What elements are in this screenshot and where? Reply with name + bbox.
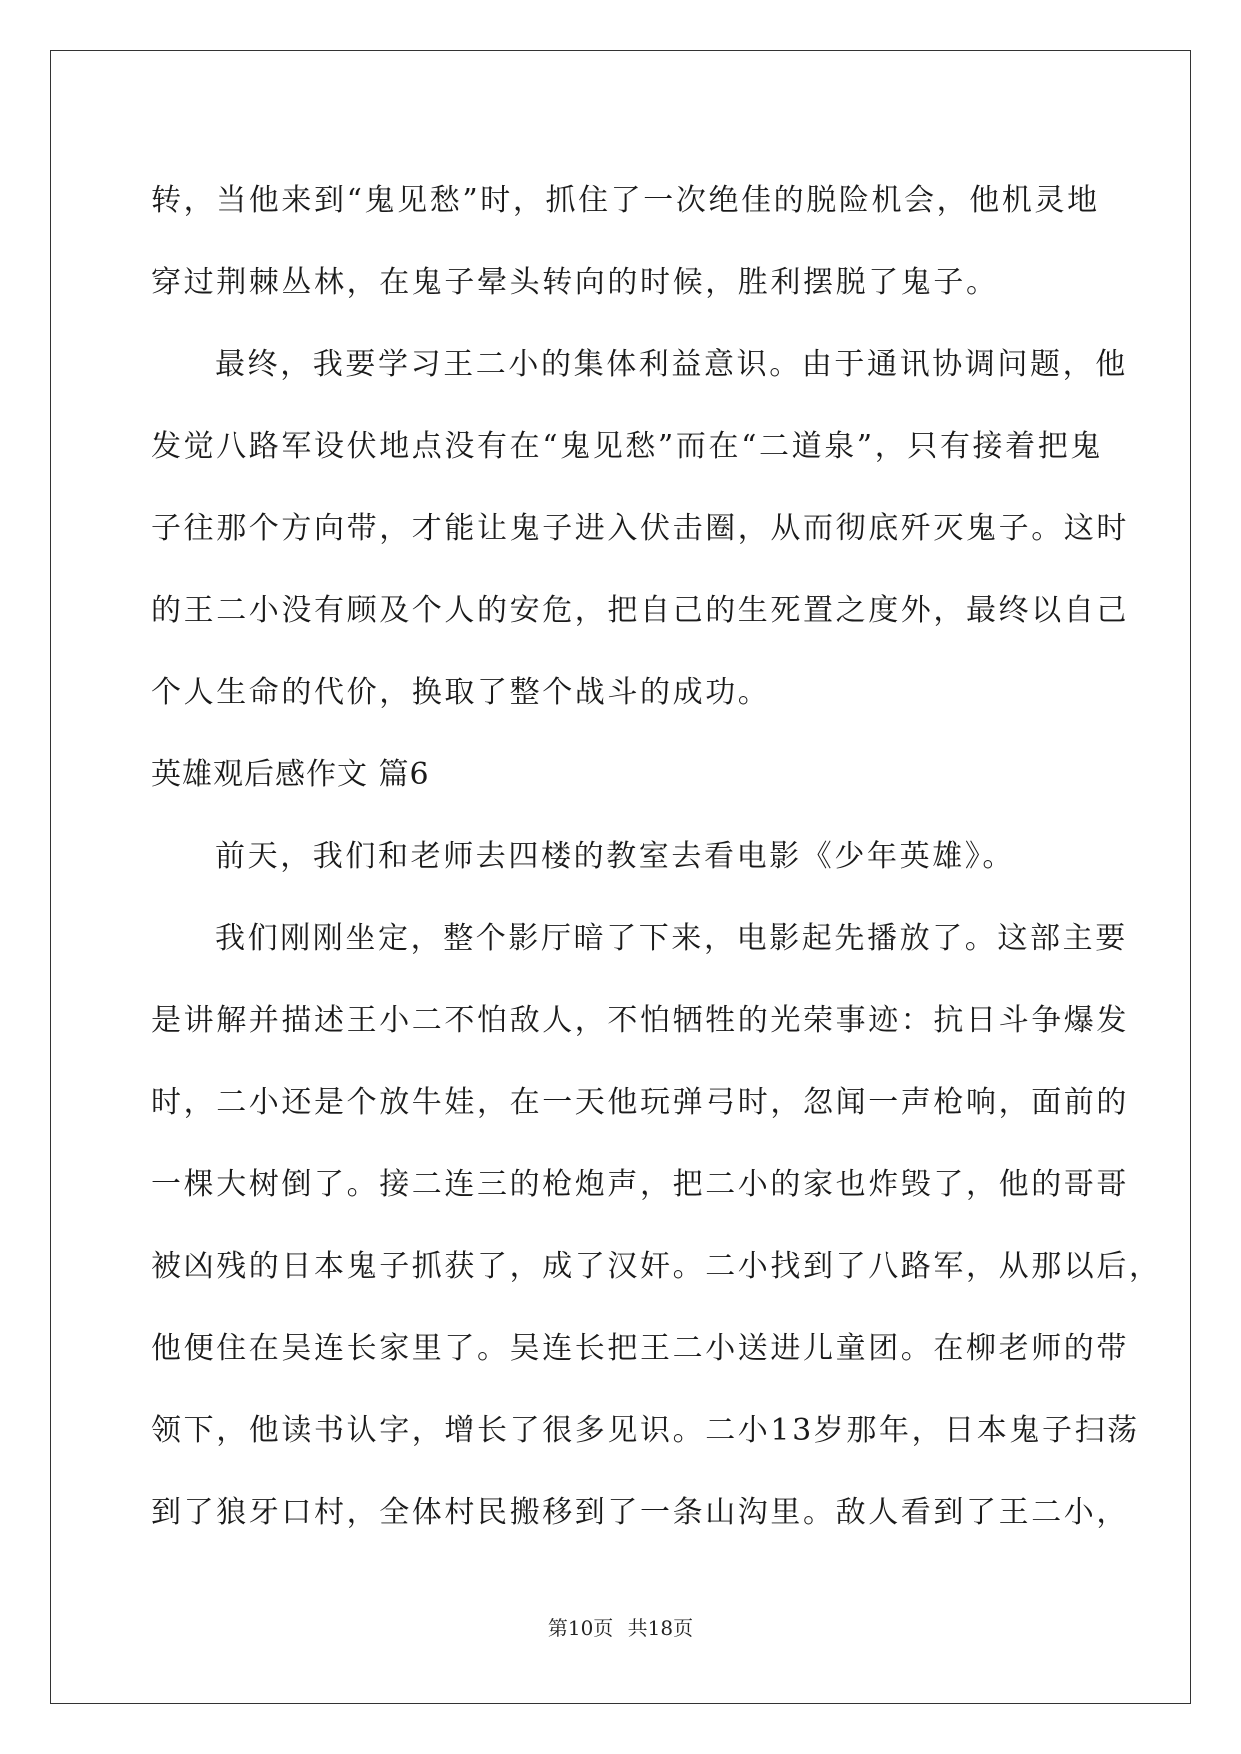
section-heading: 英雄观后感作文 篇6 <box>151 757 430 792</box>
paragraph-start: 我们刚刚坐定，整个影厅暗了下来，电影起先播放了。这部主要 <box>215 921 1128 956</box>
text-line: 穿过荆棘丛林，在鬼子晕头转向的时候，胜利摆脱了鬼子。 <box>151 265 999 300</box>
text-line: 个人生命的代价，换取了整个战斗的成功。 <box>151 675 771 710</box>
paragraph-start: 最终，我要学习王二小的集体利益意识。由于通讯协调问题，他 <box>215 347 1128 382</box>
text-line: 领下，他读书认字，增长了很多见识。二小13岁那年，日本鬼子扫荡 <box>151 1413 1140 1448</box>
text-line: 被凶残的日本鬼子抓获了，成了汉奸。二小找到了八路军，从那以后， <box>151 1249 1162 1284</box>
text-line: 是讲解并描述王小二不怕敌人，不怕牺牲的光荣事迹：抗日斗争爆发 <box>151 1003 1129 1038</box>
page-total: 共18页 <box>627 1616 694 1640</box>
text-line: 到了狼牙口村，全体村民搬移到了一条山沟里。敌人看到了王二小， <box>151 1495 1129 1530</box>
text-line: 转，当他来到“鬼见愁”时，抓住了一次绝佳的脱险机会，他机灵地 <box>151 183 1100 218</box>
document-body <box>151 160 1162 1554</box>
page-footer <box>0 1612 1241 1641</box>
text-line: 时，二小还是个放牛娃，在一天他玩弹弓时，忽闻一声枪响，面前的 <box>151 1085 1129 1120</box>
text-line: 一棵大树倒了。接二连三的枪炮声，把二小的家也炸毁了，他的哥哥 <box>151 1167 1129 1202</box>
text-line: 发觉八路军设伏地点没有在“鬼见愁”而在“二道泉”，只有接着把鬼 <box>151 429 1103 464</box>
text-line: 他便住在吴连长家里了。吴连长把王二小送进儿童团。在柳老师的带 <box>151 1331 1129 1366</box>
text-line: 的王二小没有顾及个人的安危，把自己的生死置之度外，最终以自己 <box>151 593 1129 628</box>
page-number: 第10页 <box>547 1616 614 1640</box>
paragraph-start: 前天，我们和老师去四楼的教室去看电影《少年英雄》。 <box>215 839 1015 874</box>
text-line: 子往那个方向带，才能让鬼子进入伏击圈，从而彻底歼灭鬼子。这时 <box>151 511 1129 546</box>
